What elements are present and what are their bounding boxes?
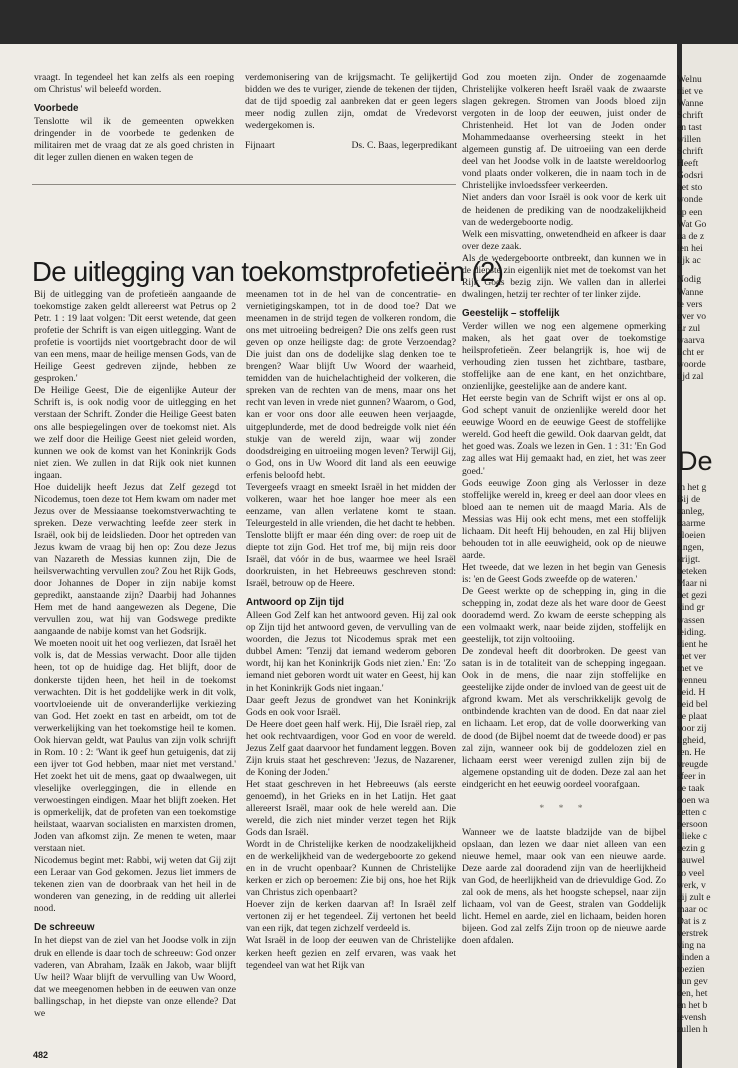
next-page-line: het sto bbox=[677, 182, 703, 194]
next-page-line: den, het bbox=[677, 987, 708, 999]
next-page-line: voor zij bbox=[677, 722, 707, 734]
paragraph: Daar geeft Jezus de grondwet van het Koninkrijk Gods en ook voor Israël. bbox=[246, 694, 456, 718]
paragraph: Tevergeefs vraagt en smeekt Israël in het midden der volkeren, waar het hoe langer hoe meer als een eenzame, van allen verlatene komt te staan. Teleurgesteld in alle vrienden, die het dacht te hebben. bbox=[246, 481, 456, 529]
paragraph: Hoe duidelijk heeft Jezus dat Zelf gezegd tot Nicodemus, toen deze tot Hem kwam om nader met Jezus over de Messiaanse toekomstverwachting te spreken. Deze verwachting leefde zeer sterk in Israël, ook bij de leidslieden. Door het optreden van Jezus kwam de vraag bij hen op: Zou deze Jezus van Nazareth de Messias kunnen zijn, Die de heilsverwachting vervullen zou? Zou het Rijk Gods, door Johannes de Doper in zijn nabije komst gepredikt, aanstaande zijn? Daarbij had Johannes Hem met de hand aangewezen als Degene, Die vervullen zou, wat hij van Godswege predikte aangaande de nabije komst van het Godsrijk. bbox=[34, 481, 236, 638]
section-break-stars: * * * bbox=[539, 802, 589, 814]
next-page-line: niet ve bbox=[677, 86, 703, 98]
signature-name: Ds. C. Baas, legerpredikant bbox=[351, 140, 457, 152]
next-page-edge bbox=[677, 44, 738, 1068]
next-page-line: het gezi bbox=[677, 590, 708, 602]
page-number: 482 bbox=[33, 1050, 49, 1060]
next-page-line: licht er bbox=[677, 347, 704, 359]
next-page-line: verstrek bbox=[677, 927, 708, 939]
heading-geestelijk-stoffelijk: Geestelijk – stoffelijk bbox=[462, 307, 560, 319]
magazine-page bbox=[0, 44, 677, 1068]
next-page-line: de taak bbox=[677, 783, 705, 795]
paragraph: Verder willen we nog een algemene opmerking maken, als het gaat over de toekomstige heilsprofetieën. Zeer belangrijk is, hoe wij de verhouding zien tussen het zichtbare, tastbare, stoffelijke aan de ene kant, en het onzichtbare, onzienlijke, geestelijke aan de andere kant. bbox=[462, 320, 666, 393]
heading-antwoord: Antwoord op Zijn tijd bbox=[246, 597, 344, 609]
next-page-line: ren. He bbox=[677, 747, 706, 759]
paragraph: Niet anders dan voor Israël is ook voor de kerk uit de heidenen de prediking van de noodzakelijkheid van de wedergeboorte nodig. bbox=[462, 192, 666, 228]
paragraph: Tenslotte blijft er maar één ding over: de roep uit de diepte tot zijn God. Het trof me, bij mijn reis door Israël, dat vóór in de bus, waarmee we heel Israël doorkruisten, in het Hebreeuws geschreven stond: Israël, betrouw op de Heere. bbox=[246, 529, 456, 590]
heading-de-schreeuw: De schreeuw bbox=[34, 922, 95, 934]
next-page-line: vinden a bbox=[677, 951, 710, 963]
paragraph: Hoever zijn de kerken daarvan af! In Israël zelf vertonen zij er het tegendeel. Zij vertonen het beeld van een rijk, dat tegen zichzelf verdeeld is. bbox=[246, 899, 456, 935]
next-page-title-fragment: De bbox=[678, 446, 713, 476]
paragraph: Het eerste begin van de Schrift wijst er ons al op. God schept vanuit de onzienlijke wereld door het eeuwige Woord en de eeuwige Geest de stoffelijke wereld. God heeft die gewild. Ook daarvan geldt, dat het goed was. Zoals we lezen in Gen. 1 : 31: 'En God zag alles wat Hij gemaakt had, en ziet, het was zeer goed.' bbox=[462, 393, 666, 477]
paragraph: Wordt in de Christelijke kerken de noodzakelijkheid en de werkelijkheid van de wedergeboorte zo gekend en in de vrucht openbaar? Kunnen de Christelijke kerken er zich op beroemen: Zie bij ons, hoe het Rijk van Christus zich openbaart? bbox=[246, 839, 456, 899]
next-page-line: woorde bbox=[677, 359, 706, 371]
paragraph: Bij de uitlegging van de profetieën aangaande de toekomstige zaken geldt allereerst wat Petrus op 2 Petr. 1 : 19 laat volgen: 'Dit eerst wetende, dat geen profetie der Schrift is van eigen uitlegging. Want de profetie is voortijds niet voortgebracht door de wil van een mens, maar de heilige mensen Gods, van de Heilige Geest gedreven zijnde, hebben ze gesproken.' bbox=[34, 289, 236, 385]
next-page-line: te vers bbox=[677, 299, 703, 311]
next-page-line: met ve bbox=[677, 662, 703, 674]
next-page-line: Wat Go bbox=[677, 218, 707, 230]
top-column-2 bbox=[245, 72, 457, 152]
next-page-line: beteken bbox=[677, 566, 707, 578]
article-column-1 bbox=[34, 289, 236, 1020]
next-page-text-b bbox=[677, 287, 706, 383]
top-col1-text: vraagt. In tegendeel het kan zelfs als een roeping om Christus' wil beleefd worden. bbox=[34, 72, 234, 96]
paragraph: We moeten nooit uit het oog verliezen, dat Israël het volk is, dat de Messias verwacht. Door alle tijden heen, tot op de huidige dag. Het blijft, door de donkerste tijden heen, het heil in de toekomst verwachten. Dit is het goddelijke werk in dit volk, voortvloeiende uit de onveranderlijke verkiezing van God. Het zoekt en tast en arbeidt, om tot de verwerkelijking van het toekomstige heil te komen. Ook hiervan geldt, wat Paulus van zijn volk schrijft in Rom. 10 : 2: 'Want ik geef hun getuigenis, dat zij een ijver tot God hebben, maar niet met verstand.' Het zoekt het uit de mens, gaat op dwaalwegen, uit vleselijke overleggingen, die in ellende en verwoestingen eindigen. Maar het blijft zoeken. Het is opmerkelijk, dat de profeten van een toekomstige heilstaat, waarvan socialisten en marxisten dromen, Joden van afkomst zijn. Ze menen te weten, maar verstaan niet. bbox=[34, 638, 236, 855]
paragraph: Het staat geschreven in het Hebreeuws (als eerste genoemd), in het Grieks en in het Latijn. Het gaat allereerst Israël, maar ook de hele wereld aan. Die wereld, die zich niet minder verzet tegen het Rijk Gods dan Israël. bbox=[246, 778, 456, 839]
next-page-line: willen bbox=[677, 134, 701, 146]
next-page-line: en het b bbox=[677, 1000, 708, 1012]
next-page-line: heid bel bbox=[677, 698, 708, 710]
next-page-line: en tast bbox=[677, 122, 702, 134]
next-page-line: Maar ni bbox=[677, 578, 708, 590]
next-page-heading: Nodig bbox=[677, 274, 701, 285]
next-page-line: ploeien bbox=[677, 530, 706, 542]
next-page-line: maar oc bbox=[677, 903, 708, 915]
article-column-2 bbox=[246, 289, 456, 972]
next-page-text-a bbox=[677, 74, 706, 267]
next-page-line: Er zul bbox=[677, 323, 701, 335]
next-page-line: In het g bbox=[677, 482, 707, 493]
next-page-line: leiding. bbox=[677, 626, 707, 638]
next-page-line: wassen bbox=[677, 614, 705, 626]
next-page-line: heid. H bbox=[677, 686, 706, 698]
paragraph: Wanneer we de laatste bladzijde van de bijbel opslaan, dan lezen we daar niet alleen van een nieuwe hemel, maar ook van een nieuwe aarde. Deze aarde zal dooradend zijn van de heerlijkheid van God, de heerlijkheid van de drievuldige God. Zo zal ook de mens, als het hoogste schepsel, naar zijn lichaam, vol van de Geest, stralen van Goddelijk licht. Hemel en aarde, ziel en lichaam, beiden horen bijeen. God zal zelfs Zijn troon op de nieuwe aarde doen afdalen. bbox=[462, 826, 666, 947]
next-page-line: zullen h bbox=[677, 1024, 708, 1036]
next-page-line: persoon bbox=[677, 819, 708, 831]
article-column-3 bbox=[462, 72, 666, 947]
next-page-line: aanleg, bbox=[677, 506, 705, 518]
next-page-line: doen wa bbox=[677, 795, 710, 807]
paragraph: meenamen tot in de hel van de concentratie- en vernietigingskampen, tot in de dood toe? Dat we meenamen in de strijd tegen de volkeren rondom, die ons met uitroeiing bedreigen? Die ons zelfs geen rust geven op onze heiligste dag: de grote Verzoendag? Die juist dan ons de dodelijke slag denken toe te brengen? Waar blijft Uw Woord der waarheid, temidden van de huichelachtigheid der volkeren, die spreken van de rechten van de mens, maar ons het recht van leven in vrede niet gunnen? Waarom, o God, kan er voor ons door alle eeuwen heen verjaagde, uitgeplunderde, met de dood bedreigde volk niet één stukje van de wereld zijn, waar wij zonder doodsdreiging en uitroeiing mogen leven? Terwijl Gij, o God, ons in Uw Woord dit land als een eeuwige erfenis beloofd hebt. bbox=[246, 289, 456, 481]
next-page-line: toezien bbox=[677, 963, 705, 975]
paragraph: God zou moeten zijn. Onder de zogenaamde Christelijke volkeren heeft Israël vaak de zwaarste slagen gekregen. Stromen van Joods bloed zijn vergoten in de loop der eeuwen, juist onder de Christenheid. Het lot van de Joden onder Mohammedaanse overheersing steekt in het algemeen gunstig af. De uitroeiing van een derde deel van het Joodse volk in de laatste wereldoorlog vond plaats onder volkeren, die in naam toch in de Christelijke invloedssfeer verkeerden. bbox=[462, 72, 666, 192]
next-page-line: nauwel bbox=[677, 855, 705, 867]
signature bbox=[245, 140, 457, 152]
next-page-line: gij zult e bbox=[677, 891, 711, 903]
next-page-line: zo veel bbox=[677, 867, 705, 879]
next-page-line: dient he bbox=[677, 638, 708, 650]
next-page-line: Welnu bbox=[677, 74, 702, 85]
next-page-line: Schrift bbox=[677, 146, 704, 158]
paragraph: De Heilige Geest, Die de eigenlijke Auteur der Schrift is, is ook nodig voor de uitlegging en het verstaan der Schrift. Zonder die Heilige Geest baten ons alle bespiegelingen over de toekomst niet. Als we zelf door die Heilige Geest niet geleid worden, kunnen we ook de komst van het Koninkrijk Gods niet zien. We zullen in dat Rijk ook niet kunnen ingaan. bbox=[34, 385, 236, 481]
next-page-line: wonde bbox=[677, 194, 703, 206]
next-page-line: ringen, bbox=[677, 542, 704, 554]
next-page-line: lijk ac bbox=[677, 254, 701, 266]
paragraph: De Geest werkte op de schepping in, ging in die schepping in, zodat deze als het ware door de Geest doorademd werd. Zo kwam de eerste schepping als een volmaakt werk, naar beide zijden, stoffelijk en geestelijk, tot zijn voltooiing. bbox=[462, 585, 666, 646]
section-divider bbox=[32, 184, 456, 185]
paragraph: Het tweede, dat we lezen in het begin van Genesis is: 'en de Geest Gods zweefde op de wateren.' bbox=[462, 561, 666, 585]
next-page-line: Schrift bbox=[677, 110, 704, 122]
next-page-line: Heeft bbox=[677, 158, 699, 170]
next-page-line: zetten c bbox=[677, 807, 707, 819]
next-page-line: waarva bbox=[677, 335, 705, 347]
paragraph: Gods eeuwige Zoon ging als Verlosser in deze stoffelijke wereld in, kreeg er deel aan door vlees en bloed aan te nemen uit de maagd Maria. Als de Messias was Hij ook echt mens, met een stoffelijk lichaam. Dit heeft Hij behouden, en zal Hij blijven behouden tot in alle eeuwigheid, ook op de nieuwe aarde. bbox=[462, 477, 666, 561]
next-page-line: de plaat bbox=[677, 710, 708, 722]
paragraph: In het diepst van de ziel van het Joodse volk in zijn druk en ellende is daar toch de schreeuw: God onzer vaderen, van Abraham, Izaäk en Jakob, waar blijft Uw heil? Waar blijft de vervulling van Uw Woord, dat we meegenomen hebben in de eeuwen van onze ballingschap, in het diepste van onze ellende? Dat we bbox=[34, 935, 236, 1019]
next-page-line: over vo bbox=[677, 311, 707, 323]
next-page-line: Godsri bbox=[677, 170, 704, 182]
next-page-line: wenneu bbox=[677, 674, 707, 686]
paragraph: Wat Israël in de loop der eeuwen van de Christelijke kerken heeft gezien en zelf ervaren, was vaak het tegendeel van wat het Rijk van bbox=[246, 935, 456, 971]
next-page-line: blieke c bbox=[677, 831, 708, 843]
paragraph: Nicodemus begint met: Rabbi, wij weten dat Gij zijt een Leraar van God gekomen. Jezus liet immers de tekenen zien van de doorbraak van het heil in de wonderen van genezing, in de redding uit allerlei nood. bbox=[34, 855, 236, 915]
next-page-line: vreugde bbox=[677, 759, 708, 771]
next-page-line: ligheid, bbox=[677, 734, 707, 746]
next-page-line: hun gev bbox=[677, 975, 708, 987]
next-page-text-c bbox=[677, 482, 711, 1036]
next-page-line: ving na bbox=[677, 939, 706, 951]
top-column-1 bbox=[34, 72, 234, 164]
next-page-line: Wanne bbox=[677, 287, 704, 298]
next-page-line: werk, v bbox=[677, 879, 706, 891]
next-page-line: Dat is z bbox=[677, 915, 707, 927]
next-page-line: krijgt. bbox=[677, 554, 701, 566]
paragraph: Als de wedergeboorte ontbreekt, dan kunnen we in de diepste zin eigenlijk niet met de toekomst van het Rijk Gods bezig zijn. We vallen dan in allerlei dwalingen, hetzij ter rechter of ter linker zijde. bbox=[462, 252, 666, 300]
paragraph: Alleen God Zelf kan het antwoord geven. Hij zal ook op Zijn tijd het antwoord geven, de vervulling van de woorden, die Jezus tot Nicodemus sprak met een dubbel Amen: 'Tenzij dat iemand wederom geboren wordt, hij kan het Koninkrijk Gods niet zien.' En: 'Zo iemand niet geboren wordt uit water en Geest, hij kan in het Koninkrijk Gods niet ingaan.' bbox=[246, 610, 456, 694]
next-page-line: tijd zal bbox=[677, 371, 704, 383]
next-page-line: daarme bbox=[677, 518, 706, 530]
next-page-line: levensh bbox=[677, 1012, 707, 1024]
next-page-line: na de z bbox=[677, 230, 705, 242]
next-page-line: gezin g bbox=[677, 843, 705, 855]
next-page-line: Bij de bbox=[677, 494, 701, 506]
paragraph: De zondeval heeft dit doorbroken. De geest van satan is in de totaliteit van de schepping ingegaan. Ook in de mens, die naar zijn stoffelijke en geestelijke zijde onder de invloed van de geest uit de afgrond kwam. Met als verschrikkelijk gevolg de ontbindende krachten van de dood. En dat naar ziel en lichaam. Let erop, dat de volle doorwerking van de dood (de Bijbel noemt dat de tweede dood) er pas zal zijn, wanneer ook bij de goddelozen ziel en lichaam eerst weer verenigd zullen zijn bij de algemene opstanding uit de doden. Deze zal aan het eindgericht en het eeuwig oordeel voorafgaan. bbox=[462, 646, 666, 790]
top-col1-body: Tenslotte wil ik de gemeenten opwekken dringender in de voorbede te gedenken de militairen met de vraag dat ze als goed christen in dit leger zullen dienen en waken tegen de bbox=[34, 116, 234, 164]
article-title: De uitlegging van toekomstprofetieën (2) bbox=[32, 256, 504, 287]
heading-voorbede: Voorbede bbox=[34, 103, 79, 115]
paragraph: Welk een misvatting, onwetendheid en afkeer is daar over deze zaak. bbox=[462, 228, 666, 252]
next-page-line: len hei bbox=[677, 242, 703, 254]
next-page-line: met ver bbox=[677, 650, 707, 662]
top-col2-body: verdemonisering van de krijgsmacht. Te gelijkertijd bidden we des te vuriger, ziende de tekenen der tijden, dat de tijd spoedig zal aanbreken dat er geen legers meer nodig zullen zijn, omdat de Vredevorst wedergekomen is. bbox=[245, 72, 457, 132]
paragraph: De Heere doet geen half werk. Hij, Die Israël riep, zal het ook rechtvaardigen, voor God en voor de wereld. Jezus Zelf gaat daarvoor het fundament leggen. Boven Zijn kruis staat het geschreven: 'Jezus, de Nazarener, de Koning der Joden.' bbox=[246, 718, 456, 778]
next-page-line: sfeer in bbox=[677, 771, 706, 783]
signature-place: Fijnaart bbox=[245, 140, 275, 152]
next-page-line: op een bbox=[677, 206, 703, 218]
next-page-line: Wanne bbox=[677, 98, 704, 110]
next-page-line: kind gr bbox=[677, 602, 705, 614]
